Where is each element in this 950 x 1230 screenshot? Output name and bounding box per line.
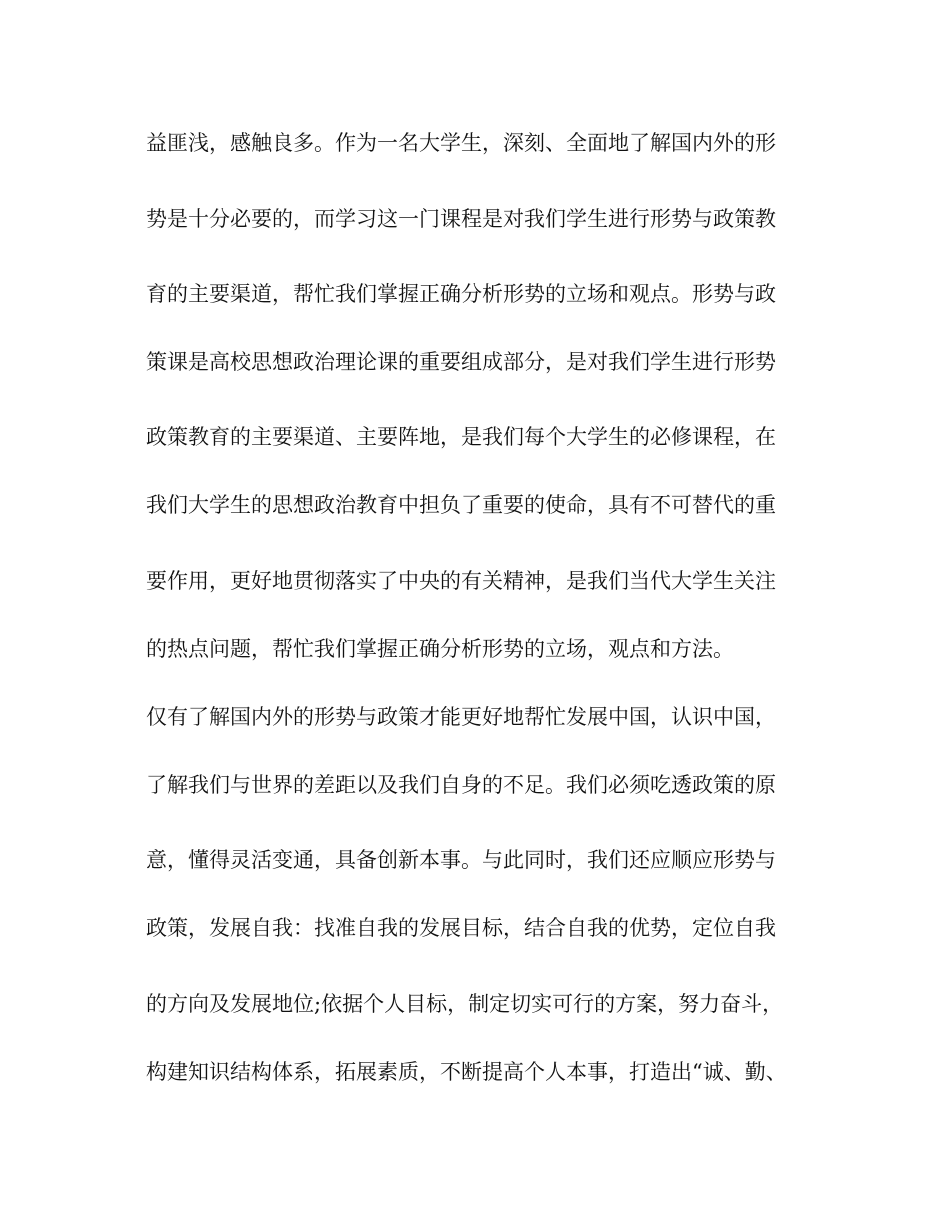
text-line-8: 的热点问题，帮忙我们掌握正确分析形势的立场，观点和方法。: [146, 637, 734, 661]
text-line-13: 的方向及发展地位;依据个人目标，制定切实可行的方案，努力奋斗，: [146, 992, 784, 1016]
text-line-11: 意，懂得灵活变通，具备创新本事。与此同时，我们还应顺应形势与: [146, 848, 776, 872]
text-line-12: 政策，发展自我：找准自我的发展目标，结合自我的优势，定位自我: [146, 916, 776, 940]
text-line-6: 我们大学生的思想政治教育中担负了重要的使命，具有不可替代的重: [146, 493, 776, 517]
text-line-5: 政策教育的主要渠道、主要阵地，是我们每个大学生的必修课程，在: [146, 425, 776, 449]
text-line-3: 育的主要渠道，帮忙我们掌握正确分析形势的立场和观点。形势与政: [146, 282, 776, 306]
text-line-1: 益匪浅，感触良多。作为一名大学生，深刻、全面地了解国内外的形: [146, 131, 776, 155]
text-line-4: 策课是高校思想政治理论课的重要组成部分，是对我们学生进行形势: [146, 350, 776, 374]
text-line-14: 构建知识结构体系，拓展素质，不断提高个人本事，打造出“诚、勤、: [146, 1060, 787, 1084]
text-line-10: 了解我们与世界的差距以及我们自身的不足。我们必须吃透政策的原: [146, 773, 776, 797]
text-line-2: 势是十分必要的，而学习这一门课程是对我们学生进行形势与政策教: [146, 207, 776, 231]
text-line-7: 要作用，更好地贯彻落实了中央的有关精神，是我们当代大学生关注: [146, 569, 776, 593]
text-line-9: 仅有了解国内外的形势与政策才能更好地帮忙发展中国，认识中国，: [146, 705, 776, 729]
